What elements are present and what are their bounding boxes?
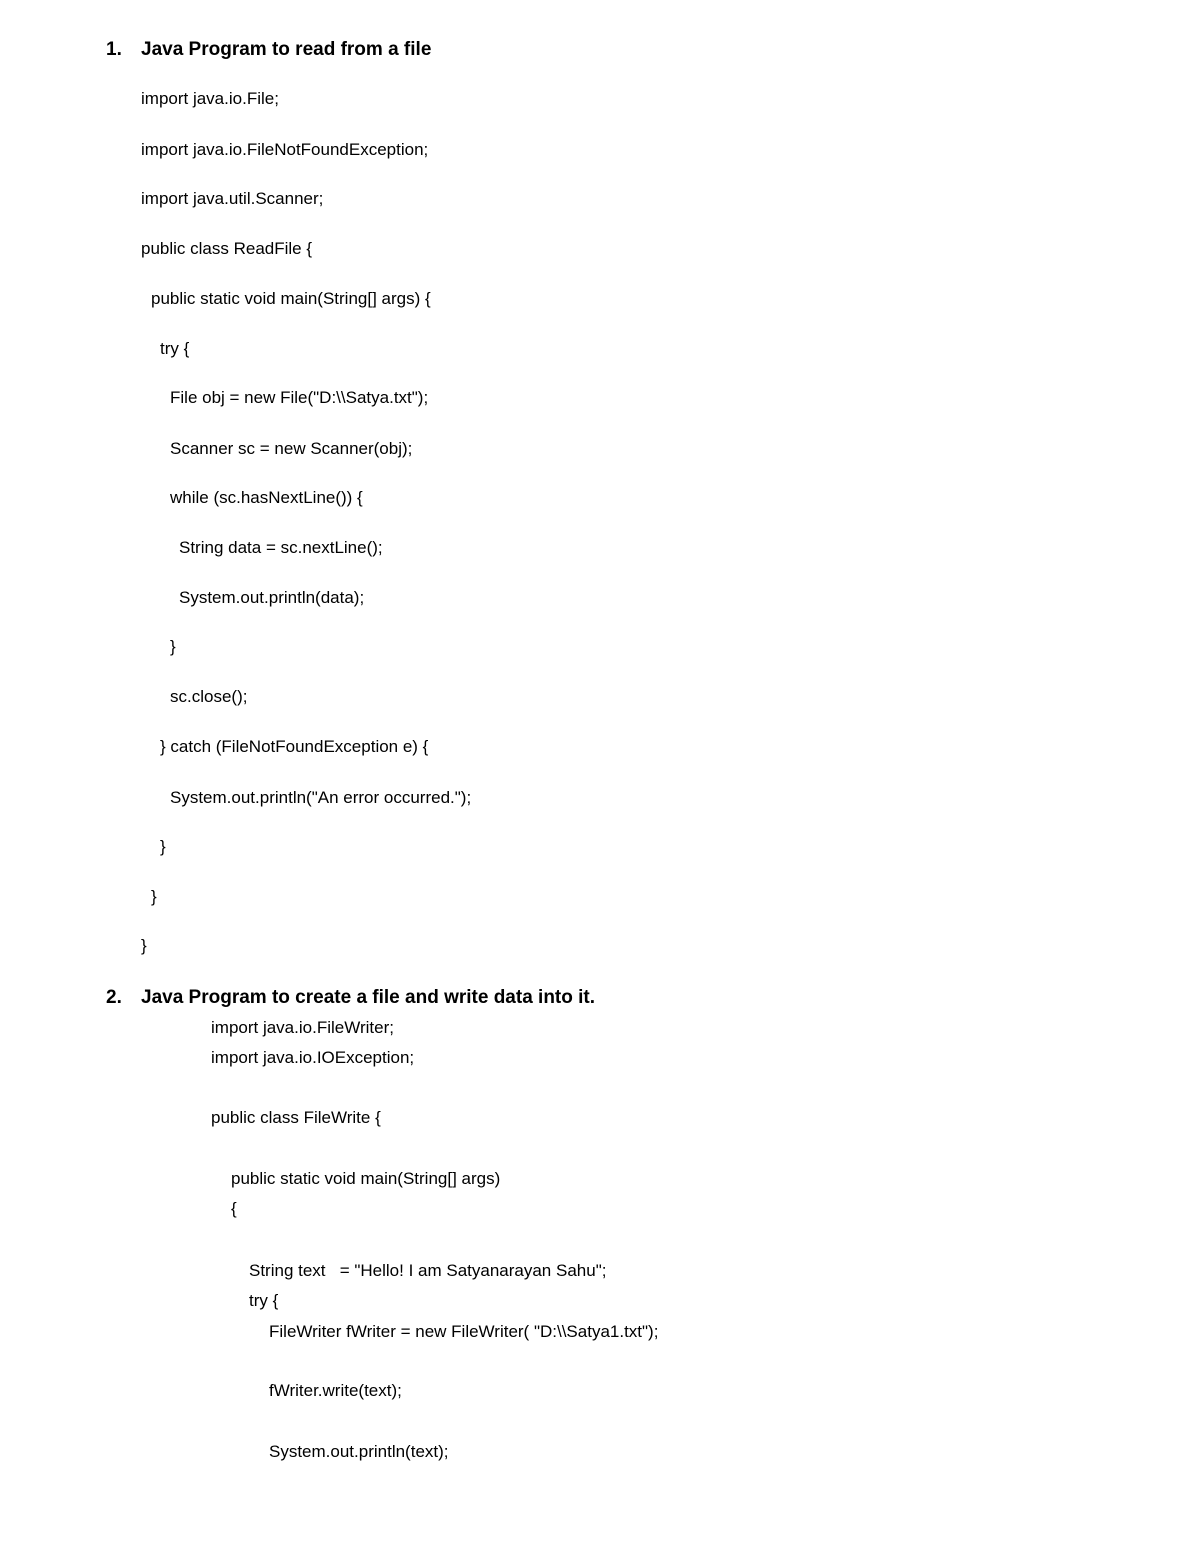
code-line: while (sc.hasNextLine()) {: [170, 488, 363, 507]
code-line: String data = sc.nextLine();: [179, 538, 383, 557]
section-number: 2.: [106, 987, 122, 1008]
code-line: System.out.println(text);: [269, 1442, 449, 1461]
code-line: }: [141, 936, 147, 955]
code-line: try {: [249, 1291, 279, 1310]
code-line: import java.io.File;: [141, 89, 279, 108]
code-line: File obj = new File("D:\\Satya.txt");: [170, 388, 429, 407]
code-line: try {: [160, 339, 190, 358]
code-line: public static void main(String[] args): [231, 1169, 501, 1188]
code-line: } catch (FileNotFoundException e) {: [160, 737, 429, 756]
code-line: }: [160, 837, 166, 856]
section-number: 1.: [106, 39, 122, 60]
code-line: }: [170, 637, 176, 656]
code-line: }: [151, 887, 157, 906]
code-line: import java.io.IOException;: [211, 1048, 415, 1067]
code-line: public class ReadFile {: [141, 239, 313, 258]
code-line: public class FileWrite {: [211, 1108, 381, 1127]
code-line: Scanner sc = new Scanner(obj);: [170, 439, 413, 458]
code-line: System.out.println("An error occurred.");: [170, 788, 472, 807]
code-line: import java.util.Scanner;: [141, 189, 324, 208]
code-line: public static void main(String[] args) {: [151, 289, 431, 308]
code-line: FileWriter fWriter = new FileWriter( "D:\\Satya1.txt");: [269, 1322, 659, 1341]
code-line: String text = "Hello! I am Satyanarayan Sahu";: [249, 1261, 607, 1280]
code-line: import java.io.FileNotFoundException;: [141, 140, 429, 159]
code-line: System.out.println(data);: [179, 588, 365, 607]
code-line: fWriter.write(text);: [269, 1381, 402, 1400]
section-title: Java Program to read from a file: [141, 39, 432, 60]
code-line: import java.io.FileWriter;: [211, 1018, 394, 1037]
code-line: {: [231, 1199, 237, 1218]
section-title: Java Program to create a file and write data into it.: [141, 987, 596, 1008]
code-line: sc.close();: [170, 687, 248, 706]
